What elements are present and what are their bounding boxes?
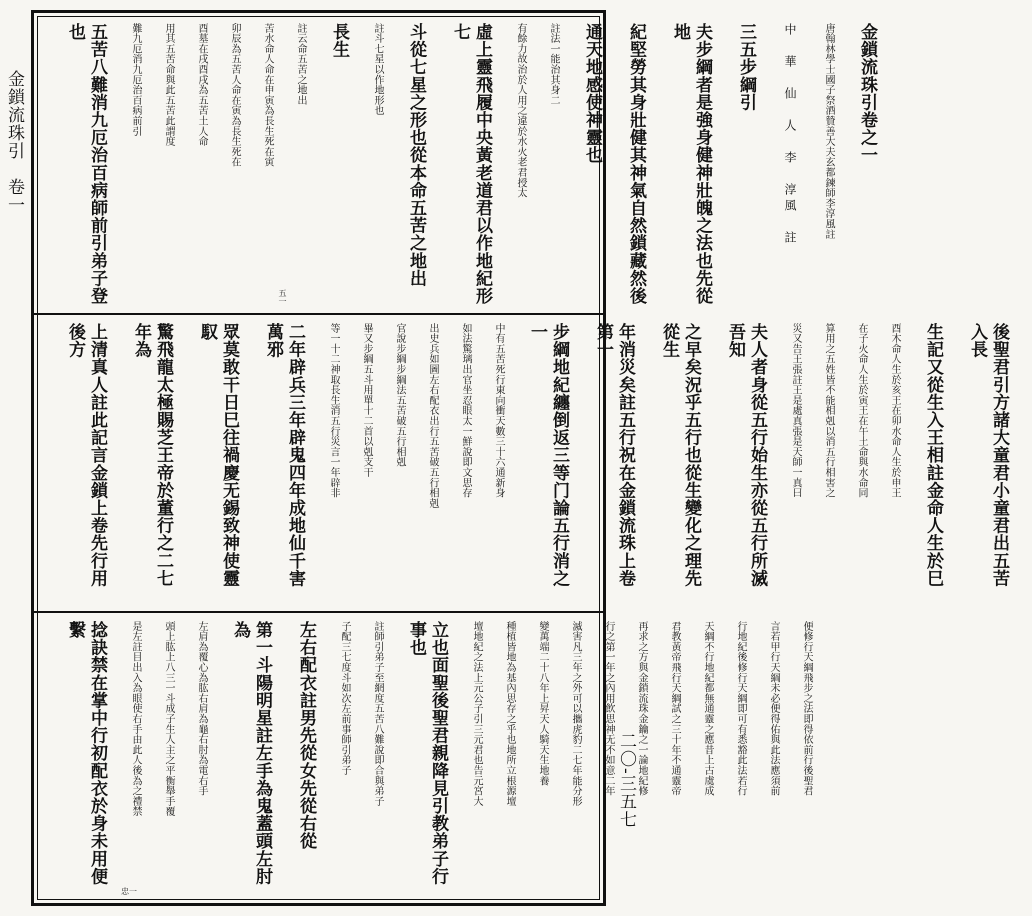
annotation: 變萬端二十八年上昇天人騎天生地養	[537, 621, 548, 786]
text-line: 步綱地紀纏倒返三等门論五行消之一	[527, 323, 569, 587]
panel-middle	[39, 317, 1009, 609]
text-line: 捻訣禁在掌中行初配衣於身未用便繫	[65, 621, 107, 885]
panel-top	[39, 17, 877, 311]
annotation: 行之第一年之內用飲思神无不如意二年	[603, 621, 614, 797]
text-line: 左右配衣註男先從女先從右從	[296, 621, 316, 850]
text-line: 驚飛龍太極賜芝王帝於董行之二七年為	[131, 323, 173, 587]
author-line: 中 華 仙 人 李 淳風 註	[783, 23, 797, 247]
annotation: 出史兵如圖左右配衣出行五苦破五行相剋	[427, 323, 438, 509]
annotation: 中有五苦死行東向衝天數三十六通新身	[493, 323, 504, 499]
section-heading: 三五步綱引	[736, 23, 756, 111]
annotation: 苦水命人命在申寅為長生死在寅	[262, 23, 273, 168]
annotation: 等一十二神取長生消五行災言一年辟非	[328, 323, 339, 499]
annotation: 子配三七度斗如次左前事師引弟子	[339, 621, 350, 776]
text-line: 立也面聖後聖君親降見引教弟子行事也	[406, 621, 448, 885]
text-line: 第一斗陽明星註左手為鬼蓋頭左肘為	[230, 621, 272, 885]
text-line: 夫步綱者是強身健神壯魄之法也先從地	[670, 23, 712, 305]
page-number: 二〇-三五七	[616, 732, 636, 829]
margin-book-title: 金鎖流珠引 卷一	[4, 70, 24, 214]
text-line: 二年辟兵三年辟鬼四年成地仙千害萬邪	[263, 323, 305, 587]
text-line: 夫人者身從五行始生亦從五行所滅吾知	[725, 323, 767, 587]
left-margin	[0, 0, 28, 916]
text-line: 眾莫敢干日巳往禍慶无錫致神使靈馭	[197, 323, 239, 587]
annotation: 便修行天綱飛步之法即得依前行後聖君	[801, 621, 812, 797]
panel-footnote: 五一	[278, 289, 287, 305]
annotation: 註斗七星以作地形也	[372, 23, 383, 116]
text-line: 年消災矣註五行祝在金鎖流珠上卷第一	[593, 323, 635, 587]
panel-top-text	[42, 23, 900, 305]
panel-footnote: 忠一	[121, 887, 137, 896]
annotation: 註師引弟子至網度五苦八難說即合與弟子	[372, 621, 383, 807]
annotation: 再求之方與金鎖流珠金鑰之一論地紀修	[636, 621, 647, 797]
annotation: 是左註目出入為眼使右手由此人後為之禮禁	[130, 621, 141, 817]
annotation: 左肩為覆心為肱右肩為龜右肘為電右手	[196, 621, 207, 797]
text-line: 虛上靈飛履中央黃老道君以作地紀形七	[450, 23, 492, 305]
annotation: 酉木命人生於亥王在卯水命人生於申王	[889, 323, 900, 499]
panel-middle-text	[42, 323, 1032, 603]
panel-divider	[34, 611, 603, 613]
annotation: 卯辰為五苦人命在寅為長生死在	[229, 23, 240, 168]
text-line: 五苦八難消九厄治百病師前引弟子登也	[65, 23, 107, 305]
text-line: 生記又從生入王相註金命人生於巳	[923, 323, 943, 587]
panel-divider	[34, 313, 603, 315]
annotation: 行地紀後修行天綱即可有悉豁此法若行	[735, 621, 746, 797]
annotation: 難九厄消九厄治百病前引	[130, 23, 141, 137]
annotation: 用其五苦命與此五苦此謂度	[163, 23, 174, 147]
text-line: 之早矣況乎五行也從生變化之理先從生	[659, 323, 701, 587]
chapter-title: 金鎖流珠引卷之一	[857, 23, 877, 164]
annotation: 算用之五姓皆不能相剋以消五行相害之	[823, 323, 834, 499]
text-line: 長生	[329, 23, 349, 59]
text-line: 紀堅勞其身壯健其神氣自然鎖藏然後	[626, 23, 646, 305]
right-margin	[612, 0, 640, 916]
annotation: 註云命五苦之地出	[295, 23, 306, 106]
text-line: 後聖君引方諸大童君小童君出五苦入長	[967, 323, 1009, 587]
compiler-note: 唐翰林學士國子祭酒贊善大夫玄都鍊師李淳風註	[823, 23, 834, 240]
annotation: 畢又步綱五斗用單十二首以剋支干	[361, 323, 372, 478]
text-line: 通天地感使神靈也	[582, 23, 602, 164]
annotation: 如法驚璃出官坐忍眼太一鮮說即文思存	[460, 323, 471, 499]
annotation: 君教黃帝飛行天綱試之三十年不通靈帝	[669, 621, 680, 797]
annotation: 壇地紀之法上元公子引三元君也告元宮大	[471, 621, 482, 807]
annotation: 災又告王張註王是處真張是天師一真曰	[790, 323, 801, 499]
annotation: 有餘力故治於人用之違於水火老君授太	[515, 23, 526, 199]
text-line: 上清真人註此記言金鎖上卷先行用後方	[65, 323, 107, 587]
annotation: 天綱不行地紀都無通靈之應昔上古虞成	[702, 621, 713, 797]
panel-bottom-text	[42, 621, 834, 895]
annotation: 滅害凡三年之外可以攜虎豹二七年能分形	[570, 621, 581, 807]
text-line: 斗從七星之形也從本命五苦之地出	[406, 23, 426, 287]
annotation: 酉墓在戌酉戌為五苦土人命	[196, 23, 207, 147]
annotation: 言若甲行天綱未必便得佑與此法應須前	[768, 621, 779, 797]
annotation: 種植皆地為基內思存之乎也地所立根源壇	[504, 621, 515, 807]
annotation: 頭上肱上八三一斗成子生人主之平衡舉手覆	[163, 621, 174, 817]
annotation: 在子火命人生於寅王在午土命與水命同	[856, 323, 867, 499]
annotation: 註法一能治其身二	[548, 23, 559, 106]
annotation: 官說步綱步綱法五苦破五行相剋	[394, 323, 405, 468]
